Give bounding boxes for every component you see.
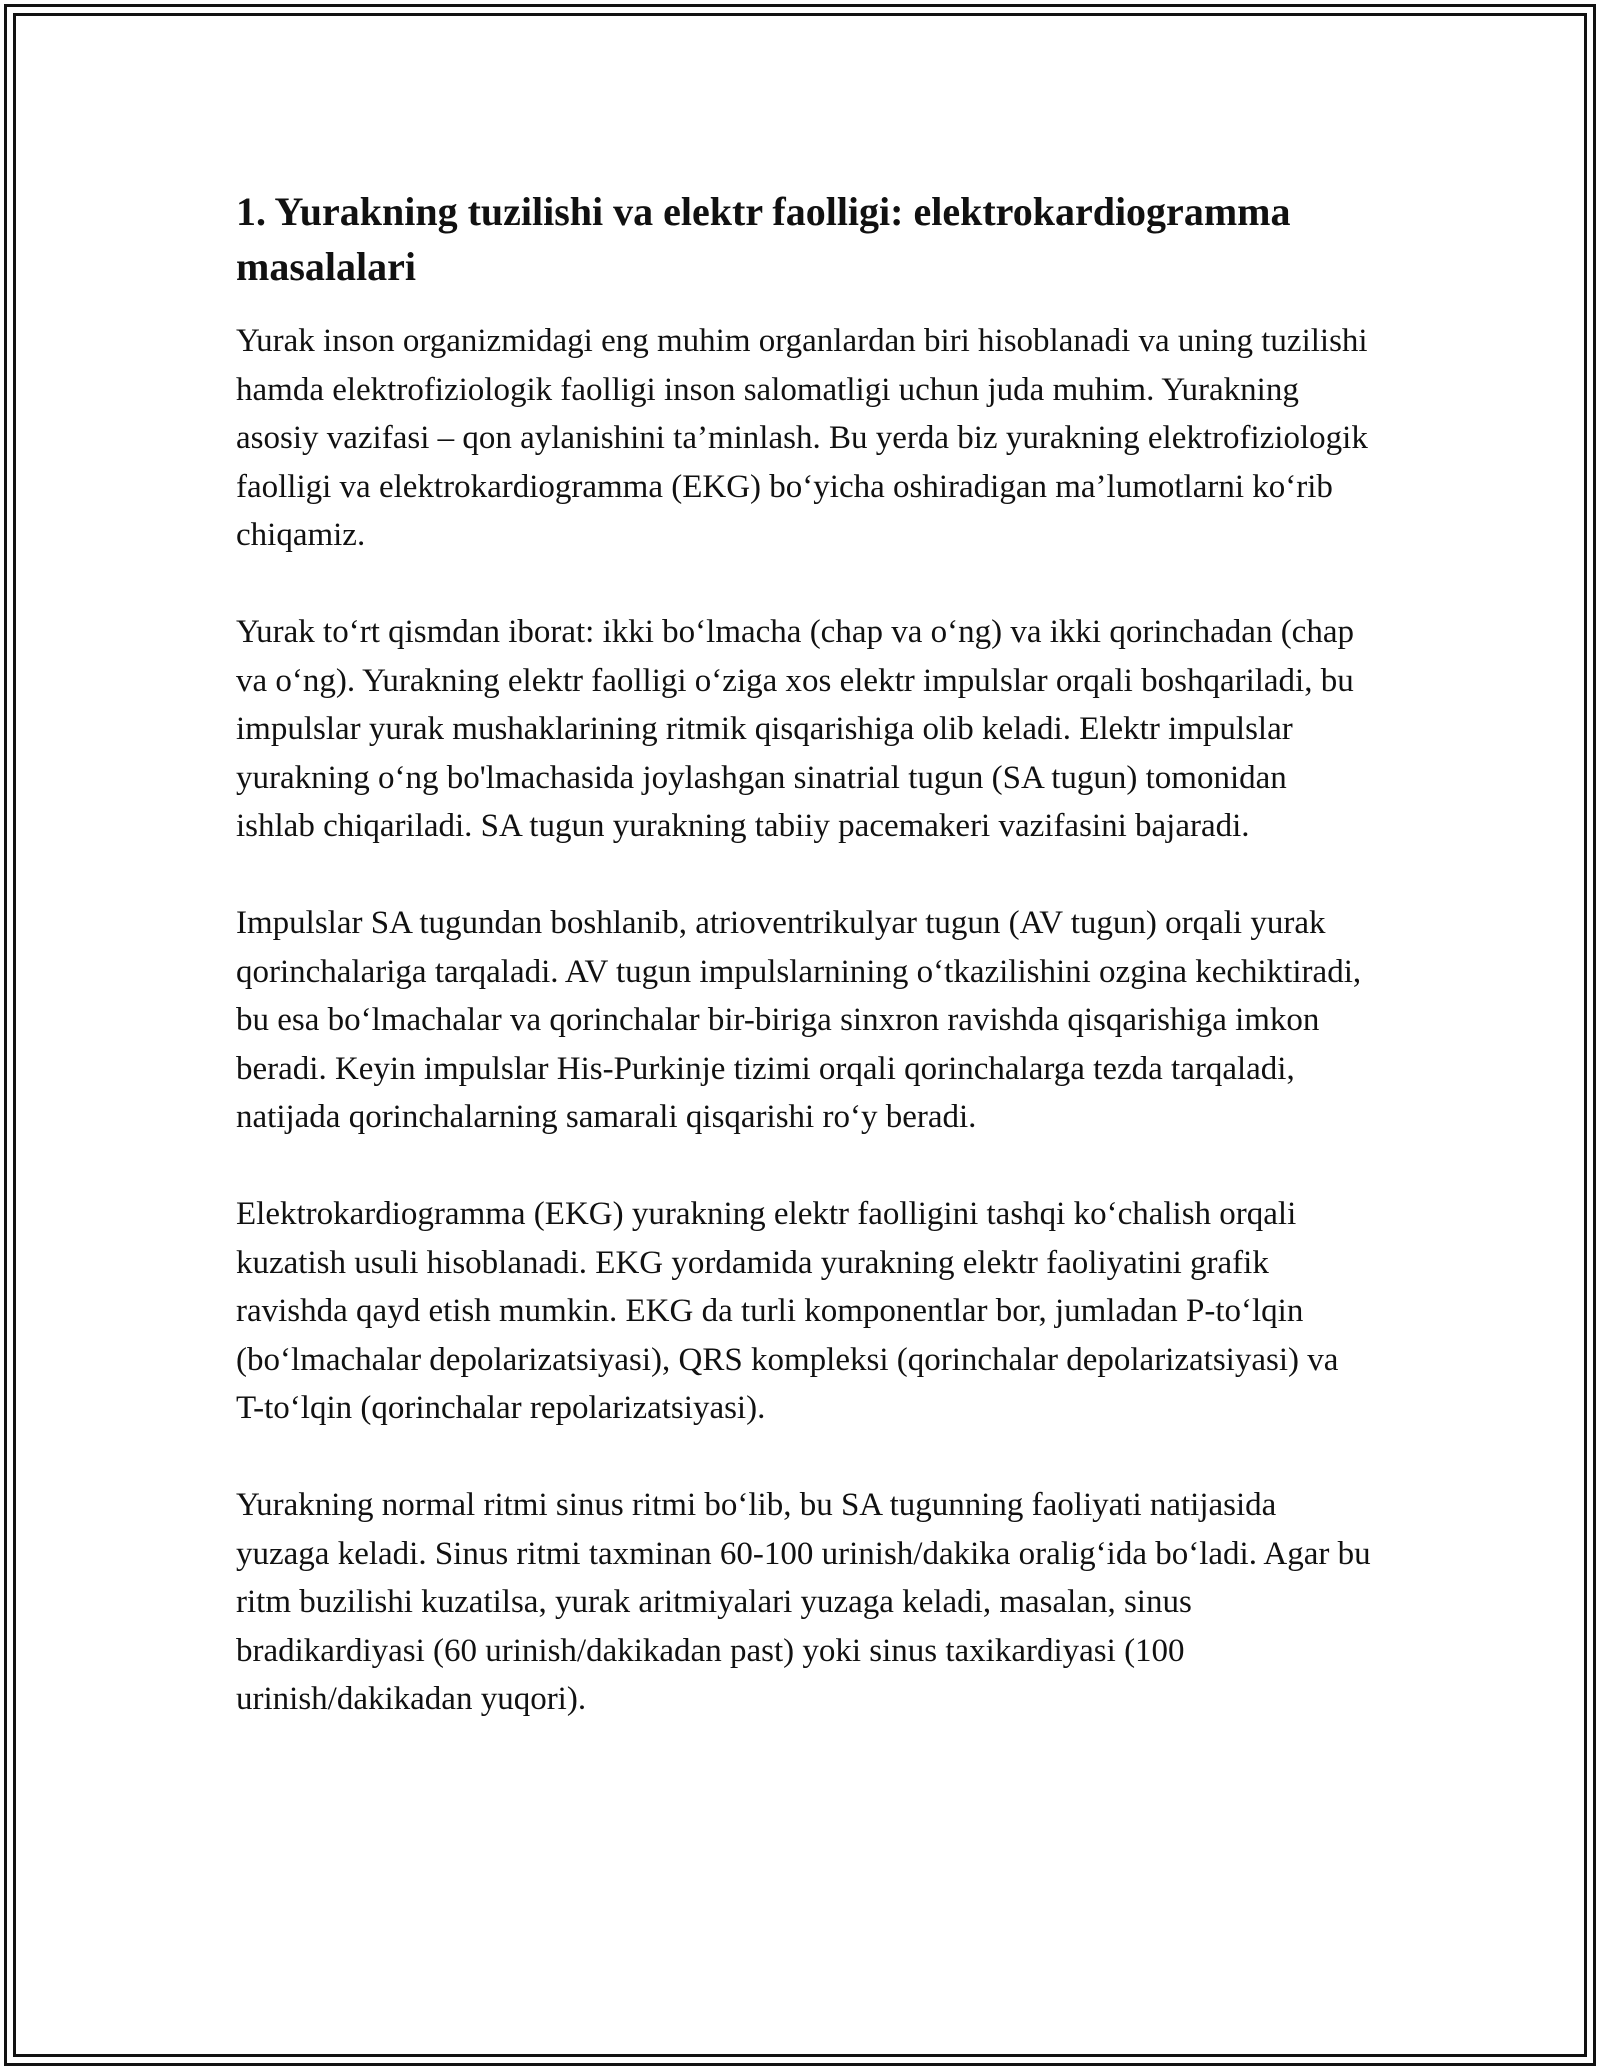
paragraph-3: Impulslar SA tugundan boshlanib, atrioventrikulyar tugun (AV tugun) orqali yurak qorinchalariga tarqaladi. AV tugun impulslarnining o‘tkazilishini ozgina kechiktiradi, bu esa bo‘lmachalar va qorinchalar bir-biriga sinxron ravishda qisqarishiga imkon beradi. Keyin impulslar His-Purkinje tizimi orqali qorinchalarga tezda tarqaladi, natijada qorinchalarning samarali qisqarishi ro‘y beradi.: [236, 905, 1362, 1135]
paragraph-1: Yurak inson organizmidagi eng muhim organlardan biri hisoblanadi va uning tuzilishi hamda elektrofiziologik faolligi inson salomatligi uchun juda muhim. Yurakning asosiy vazifasi – qon aylanishini ta’minlash. Bu yerda biz yurakning elektrofiziologik faolligi va elektrokardiogramma (EKG) bo‘yicha oshiradigan ma’lumotlarni ko‘rib chiqamiz.: [236, 323, 1368, 553]
document-body: [236, 184, 1372, 1724]
paragraph-2: Yurak to‘rt qismdan iborat: ikki bo‘lmacha (chap va o‘ng) va ikki qorinchadan (chap va o‘ng). Yurakning elektr faolligi o‘ziga xos elektr impulslar orqali boshqariladi, bu impulslar yurak mushaklarining ritmik qisqarishiga olib keladi. Elektr impulslar yurakning o‘ng bo'lmachasida joylashgan sinatrial tugun (SA tugun) tomonidan ishlab chiqariladi. SA tugun yurakning tabiiy pacemakeri vazifasini bajaradi.: [236, 614, 1354, 844]
paragraph-5: Yurakning normal ritmi sinus ritmi bo‘lib, bu SA tugunning faoliyati natijasida yuzaga keladi. Sinus ritmi taxminan 60-100 urinish/dakika oralig‘ida bo‘ladi. Agar bu ritm buzilishi kuzatilsa, yurak aritmiyalari yuzaga keladi, masalan, sinus bradikardiyasi (60 urinish/dakikadan past) yoki sinus taxikardiyasi (100 urinish/dakikadan yuqori).: [236, 1487, 1371, 1717]
paragraph-4: Elektrokardiogramma (EKG) yurakning elektr faolligini tashqi ko‘chalish orqali kuzatish usuli hisoblanadi. EKG yordamida yurakning elektr faoliyatini grafik ravishda qayd etish mumkin. EKG da turli komponentlar bor, jumladan P-to‘lqin (bo‘lmachalar depolarizatsiyasi), QRS kompleksi (qorinchalar depolarizatsiyasi) va T-to‘lqin (qorinchalar repolarizatsiyasi).: [236, 1196, 1339, 1426]
page-title: 1. Yurakning tuzilishi va elektr faolligi: elektrokardiogramma masalalari: [236, 189, 1291, 289]
